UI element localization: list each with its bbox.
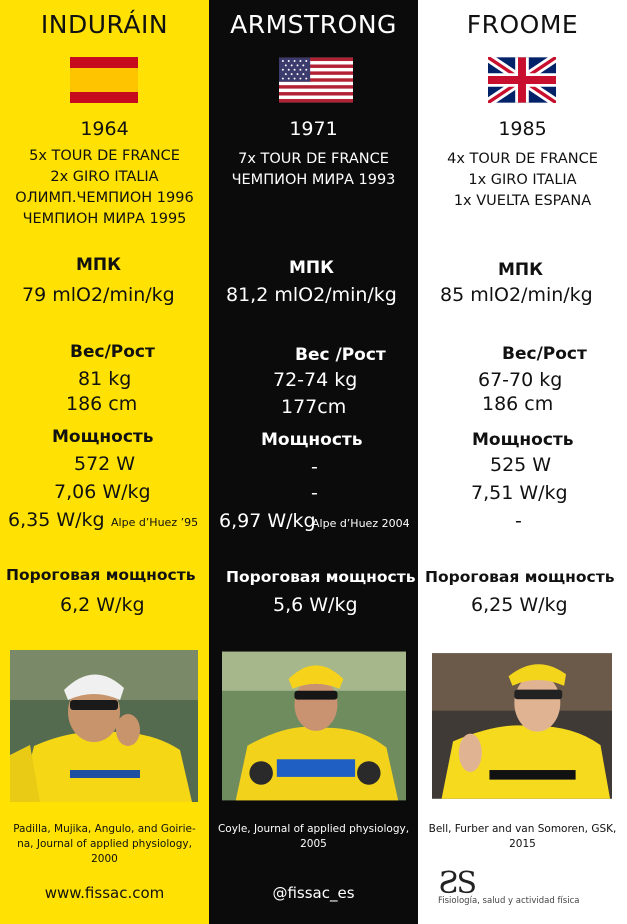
power-watts: -: [311, 456, 318, 478]
vo2max-label: МПК: [289, 258, 335, 278]
power-wkg: 7,51 W/kg: [471, 482, 568, 504]
power-label: Мощность: [261, 430, 363, 450]
column-armstrong: [209, 0, 418, 924]
weight-height-label: Вес/Рост: [70, 342, 155, 362]
rider-name: ARMSTRONG: [230, 10, 397, 39]
vo2max-label: МПК: [498, 260, 544, 280]
achievement: 1x VUELTA ESPANA: [453, 193, 592, 209]
height-value: 177cm: [281, 396, 347, 418]
spain-flag-icon: [70, 57, 138, 103]
threshold-label: Пороговая мощность: [226, 568, 416, 586]
uk-flag-icon: [488, 57, 556, 103]
power-watts: 572 W: [74, 453, 136, 475]
threshold-label: Пороговая мощность: [6, 566, 196, 584]
height-value: 186 cm: [66, 393, 138, 415]
weight-height-label: Вес /Рост: [295, 345, 386, 365]
achievement: ЧЕМПИОН МИРА 1995: [22, 211, 187, 227]
power-label: Мощность: [52, 427, 154, 447]
website-link[interactable]: www.fissac.com: [44, 884, 165, 902]
climb-note: Alpe d’Huez ’95: [111, 516, 199, 529]
power-wkg: -: [311, 482, 318, 504]
threshold-label: Пороговая мощность: [425, 568, 615, 586]
threshold-value: 6,2 W/kg: [60, 594, 145, 616]
achievement: 4x TOUR DE FRANCE: [447, 151, 598, 167]
vo2max-value: 81,2 mlO2/min/kg: [226, 284, 397, 306]
weight-value: 67-70 kg: [478, 369, 563, 391]
column-froome: [418, 0, 627, 924]
rider-name: INDURÁIN: [40, 10, 169, 39]
armstrong-photo: [222, 650, 406, 802]
rider-name: FROOME: [466, 10, 579, 39]
weight-value: 72-74 kg: [273, 369, 358, 391]
power-wkg: 7,06 W/kg: [54, 481, 151, 503]
achievement: 1x GIRO ITALIA: [468, 172, 577, 188]
height-value: 186 cm: [482, 393, 554, 415]
achievement: 7x TOUR DE FRANCE: [238, 151, 389, 167]
citation: Coyle, Journal of applied physiology, 2005: [217, 823, 410, 850]
logo-mark: ƧS: [438, 866, 476, 901]
social-handle[interactable]: @fissac_es: [272, 884, 355, 902]
power-label: Мощность: [472, 430, 574, 450]
achievement: ЧЕМПИОН МИРА 1993: [231, 172, 396, 188]
weight-value: 81 kg: [78, 368, 132, 390]
weight-height-label: Вес/Рост: [502, 344, 587, 364]
power-watts: 525 W: [490, 454, 552, 476]
vo2max-value: 79 mlO2/min/kg: [22, 284, 175, 306]
achievement: 2x GIRO ITALIA: [50, 169, 159, 185]
birth-year: 1971: [289, 118, 338, 140]
achievement: ОЛИМП.ЧЕМПИОН 1996: [15, 190, 194, 206]
threshold-value: 6,25 W/kg: [471, 594, 568, 616]
logo-caption: Fisiología, salud y actividad física: [438, 896, 580, 906]
achievement: 5x TOUR DE FRANCE: [29, 148, 180, 164]
climb-power: -: [515, 510, 522, 532]
vo2max-label: МПК: [76, 255, 122, 275]
birth-year: 1985: [498, 118, 547, 140]
threshold-value: 5,6 W/kg: [273, 594, 358, 616]
birth-year: 1964: [80, 118, 129, 140]
climb-power: 6,35 W/kg: [8, 509, 105, 531]
citation: Padilla, Mujika, Angulo, and Goirie-na, Journal of applied physiology, 2000: [13, 823, 196, 865]
vo2max-value: 85 mlO2/min/kg: [440, 284, 593, 306]
climb-note: Alpe d’Huez 2004: [312, 517, 410, 530]
citation: Bell, Furber and van Somoren, GSK, 2015: [428, 823, 617, 850]
climb-power: 6,97 W/kg: [219, 510, 316, 532]
froome-photo: [432, 650, 612, 802]
indurain-photo: [10, 650, 198, 802]
column-indurain: [0, 0, 209, 924]
usa-flag-icon: [279, 57, 353, 103]
